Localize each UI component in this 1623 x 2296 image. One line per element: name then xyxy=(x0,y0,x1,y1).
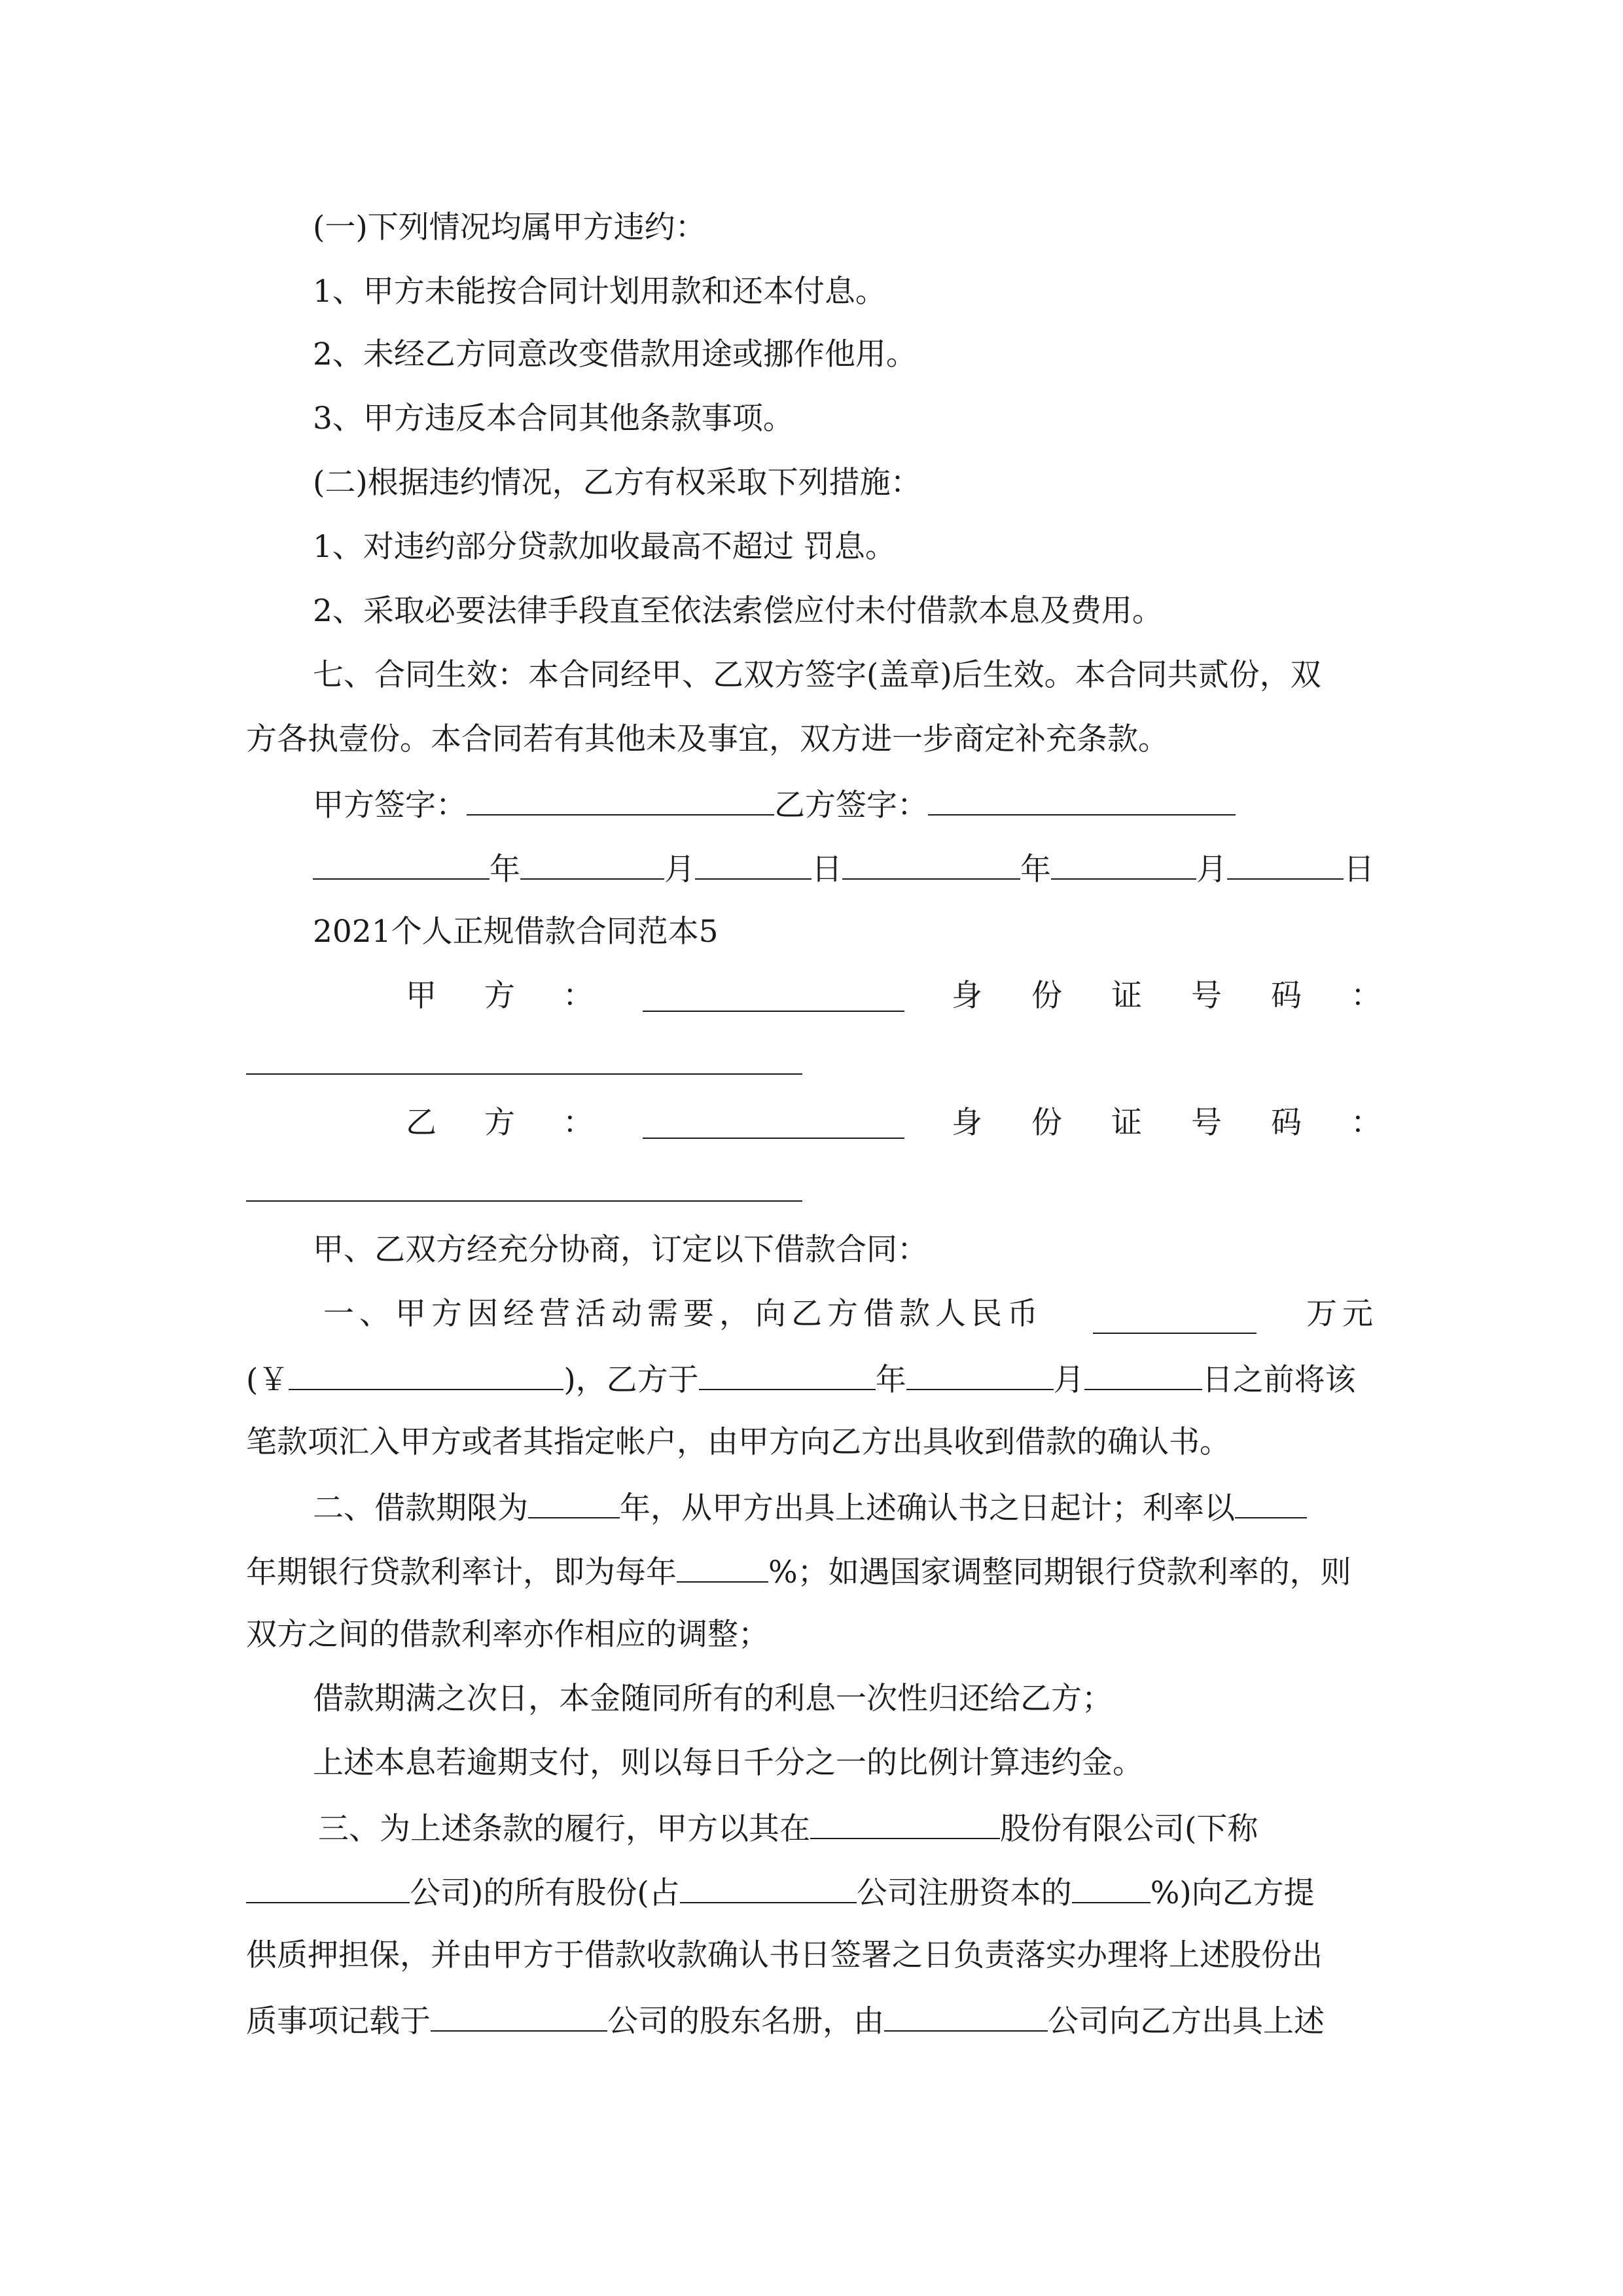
clause1-line-2 xyxy=(246,1359,1356,1400)
party-b-signature-blank[interactable] xyxy=(928,784,1236,816)
pledge-company-blank[interactable] xyxy=(810,1808,1000,1839)
shares-company-blank[interactable] xyxy=(680,1872,857,1903)
date-row xyxy=(313,848,1374,889)
clause2-line-4: 借款期满之次日，本金随同所有的利息一次性归还给乙方； xyxy=(313,1681,1113,1717)
transfer-day-blank[interactable] xyxy=(1084,1359,1202,1390)
shares-percent-blank[interactable] xyxy=(1072,1872,1150,1903)
clause2-p2-b: %；如遇国家调整同期银行贷款利率的，则 xyxy=(768,1554,1351,1590)
clause3-p4-a: 质事项记载于 xyxy=(246,2003,431,2039)
id-label-b-3: 证 xyxy=(1111,1105,1142,1141)
id-label-b-colon: ： xyxy=(1351,1105,1382,1141)
id-label-b-1: 身 xyxy=(952,1105,982,1141)
clause3-p2-a: 公司)的所有股份(占 xyxy=(410,1875,680,1911)
contract-title: 2021个人正规借款合同范本5 xyxy=(313,914,719,950)
id-label-b-2: 份 xyxy=(1031,1105,1062,1141)
measures-heading: (二)根据违约情况，乙方有权采取下列措施： xyxy=(313,465,921,501)
party-a-signature-label: 甲方签字： xyxy=(313,787,467,823)
id-label-a-1: 身 xyxy=(952,978,982,1014)
clause1-p2-b: )，乙方于 xyxy=(563,1362,699,1398)
clause1-line-1 xyxy=(323,1295,1378,1334)
loan-amount-figure-blank[interactable] xyxy=(289,1359,563,1390)
loan-term-blank[interactable] xyxy=(528,1487,620,1518)
party-a-signature-blank[interactable] xyxy=(467,784,774,816)
party-a-day-blank[interactable] xyxy=(695,848,812,880)
clause3-p4-c: 公司向乙方出具上述 xyxy=(1048,2003,1325,2039)
transfer-month-blank[interactable] xyxy=(906,1359,1054,1390)
measures-item-2: 2、采取必要法律手段直至依法索偿应付未付借款本息及费用。 xyxy=(313,593,1163,629)
annual-rate-blank[interactable] xyxy=(677,1551,768,1583)
signature-row xyxy=(313,784,1236,825)
effect-line-1: 七、合同生效：本合同经甲、乙双方签字(盖章)后生效。本合同共贰份，双 xyxy=(313,657,1321,693)
party-b-signature-label: 乙方签字： xyxy=(774,787,928,823)
clause1-p2-a: (￥ xyxy=(246,1362,289,1398)
measures-item-1: 1、对违约部分贷款加收最高不超过 罚息。 xyxy=(313,529,896,565)
party-b-day-blank[interactable] xyxy=(1227,848,1344,880)
party-b-name-blank[interactable] xyxy=(643,1107,904,1139)
breach-heading: (一)下列情况均属甲方违约： xyxy=(313,209,706,245)
issuing-company-blank[interactable] xyxy=(884,2000,1048,2032)
rate-base-blank[interactable] xyxy=(1235,1487,1307,1518)
party-a-char-1: 甲 xyxy=(406,978,437,1014)
register-company-blank[interactable] xyxy=(431,2000,607,2032)
id-label-a-4: 号 xyxy=(1191,978,1222,1014)
clause3-p1-a: 三、为上述条款的履行，甲方以其在 xyxy=(318,1811,810,1847)
breach-item-3: 3、甲方违反本合同其他条款事项。 xyxy=(313,401,794,437)
clause1-p2-d: 月 xyxy=(1053,1362,1084,1398)
effect-line-2: 方各执壹份。本合同若有其他未及事宜，双方进一步商定补充条款。 xyxy=(246,721,1169,757)
id-label-a-colon: ： xyxy=(1351,978,1382,1014)
month-label-a: 月 xyxy=(664,852,695,888)
party-a-year-blank[interactable] xyxy=(313,848,490,880)
clause1-p2-e: 日之前将该 xyxy=(1202,1362,1356,1398)
id-label-a-3: 证 xyxy=(1111,978,1142,1014)
company-short-name-blank[interactable] xyxy=(246,1872,410,1903)
clause2-line-5: 上述本息若逾期支付，则以每日千分之一的比例计算违约金。 xyxy=(313,1745,1143,1781)
day-label-b: 日 xyxy=(1344,852,1374,888)
party-a-char-2: 方 xyxy=(484,978,515,1014)
clause1-line-3: 笔款项汇入甲方或者其指定帐户，由甲方向乙方出具收到借款的确认书。 xyxy=(246,1424,1230,1460)
clause2-line-3: 双方之间的借款利率亦作相应的调整； xyxy=(246,1617,769,1653)
year-label-b: 年 xyxy=(1020,852,1051,888)
clause3-p2-b: 公司注册资本的 xyxy=(856,1875,1072,1911)
party-a-month-blank[interactable] xyxy=(520,848,664,880)
clause3-p1-b: 股份有限公司(下称 xyxy=(1000,1811,1258,1847)
party-b-month-blank[interactable] xyxy=(1051,848,1196,880)
clause2-p1-b: 年，从甲方出具上述确认书之日起计；利率以 xyxy=(620,1490,1235,1526)
clause3-line-1 xyxy=(318,1808,1258,1849)
party-a-colon: ： xyxy=(563,978,594,1014)
clause1-text-b: 万元 xyxy=(1306,1296,1378,1332)
clause2-p2-a: 年期银行贷款利率计，即为每年 xyxy=(246,1554,677,1590)
party-a-name-blank[interactable] xyxy=(643,980,904,1012)
id-label-b-5: 码 xyxy=(1271,1105,1302,1141)
clause2-p1-a: 二、借款期限为 xyxy=(313,1490,528,1526)
clause3-p2-c: %)向乙方提 xyxy=(1150,1875,1315,1911)
contract-intro: 甲、乙双方经充分协商，订定以下借款合同： xyxy=(313,1232,928,1268)
month-label-b: 月 xyxy=(1196,852,1227,888)
loan-amount-blank[interactable] xyxy=(1093,1302,1257,1334)
party-a-id-blank[interactable] xyxy=(246,1073,802,1075)
clause1-p2-c: 年 xyxy=(875,1362,906,1398)
party-b-char-1: 乙 xyxy=(406,1105,437,1141)
id-label-b-4: 号 xyxy=(1191,1105,1222,1141)
party-b-char-2: 方 xyxy=(484,1105,515,1141)
clause3-line-2 xyxy=(246,1872,1315,1913)
breach-item-2: 2、未经乙方同意改变借款用途或挪作他用。 xyxy=(313,336,917,372)
year-label-a: 年 xyxy=(490,852,520,888)
party-b-year-blank[interactable] xyxy=(842,848,1020,880)
clause2-line-1 xyxy=(313,1487,1307,1528)
clause3-line-3: 供质押担保，并由甲方于借款收款确认书日签署之日负责落实办理将上述股份出 xyxy=(246,1937,1323,1973)
id-label-a-5: 码 xyxy=(1271,978,1302,1014)
clause3-line-4 xyxy=(246,2000,1325,2041)
clause3-p4-b: 公司的股东名册，由 xyxy=(607,2003,884,2039)
transfer-year-blank[interactable] xyxy=(699,1359,876,1390)
clause2-line-2 xyxy=(246,1551,1351,1592)
id-label-a-2: 份 xyxy=(1031,978,1062,1014)
day-label-a: 日 xyxy=(812,852,842,888)
party-b-id-blank[interactable] xyxy=(246,1200,802,1202)
clause1-text-a: 一、甲方因经营活动需要，向乙方借款人民币 xyxy=(323,1296,1043,1332)
party-b-colon: ： xyxy=(563,1105,594,1141)
breach-item-1: 1、甲方未能按合同计划用款和还本付息。 xyxy=(313,274,886,310)
